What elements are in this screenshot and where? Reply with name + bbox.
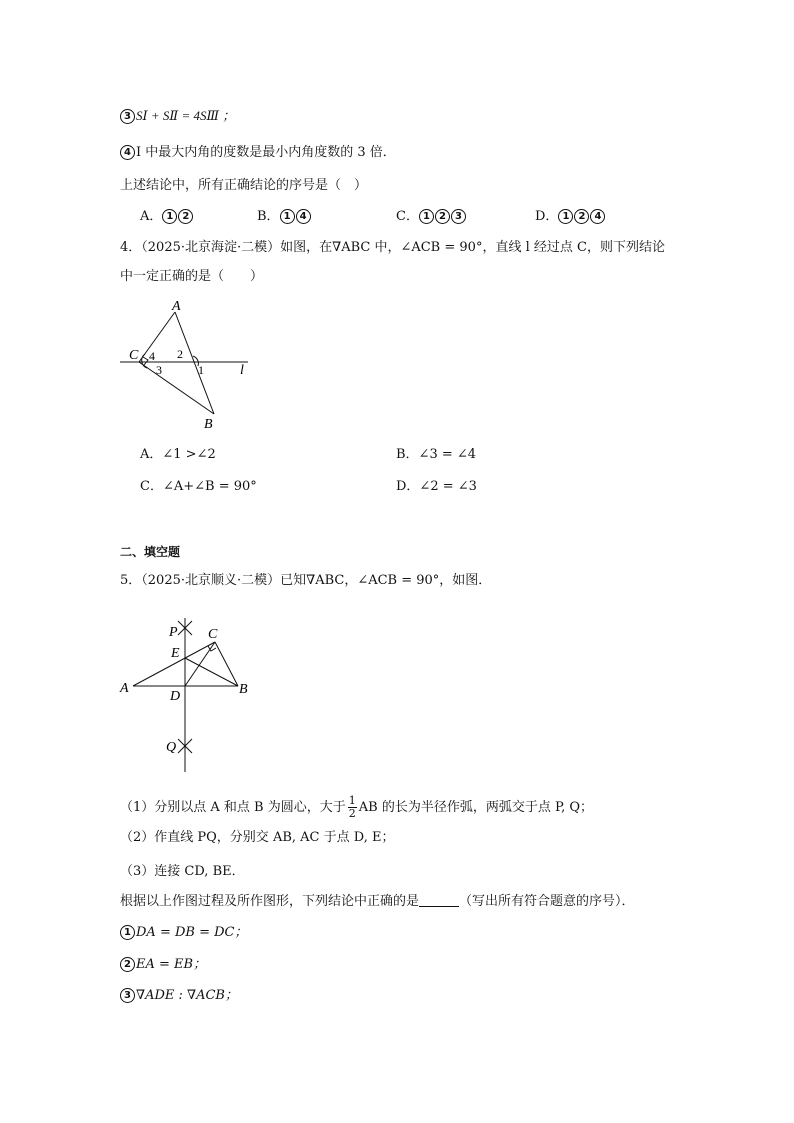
q3-option-b[interactable] — [257, 208, 312, 226]
circled-number: 3 — [120, 988, 135, 1003]
label-p: P — [169, 625, 178, 640]
q4-option-a[interactable]: A．∠1 >∠2 — [140, 447, 216, 462]
q4-figure — [118, 296, 258, 434]
q5-step-3: （3）连接 CD, BE． — [120, 864, 245, 879]
q4-option-d[interactable]: D．∠2 = ∠3 — [396, 479, 477, 494]
circled-number: 2 — [178, 209, 193, 224]
circled-number: 4 — [590, 209, 605, 224]
circled-number: 4 — [120, 145, 135, 160]
circled-number: 2 — [574, 209, 589, 224]
circled-number: 3 — [120, 109, 135, 124]
q5-item-3-text: ∇ADE : ∇ACB； — [136, 988, 238, 1003]
q3-item-4-text: Ⅰ 中最大内角的度数是最小内角度数的 3 倍． — [136, 145, 396, 160]
label-3: 3 — [156, 363, 162, 377]
q3-item-3-text: SⅠ + SⅡ = 4SⅢ ； — [136, 108, 236, 123]
section-heading: 二、填空题 — [120, 545, 181, 559]
circled-number: 3 — [451, 209, 466, 224]
option-label: A． — [140, 209, 163, 224]
q5-prompt-text-a: 根据以上作图过程及所作图形，下列结论中正确的是 — [120, 894, 420, 909]
q4-option-c[interactable]: C．∠A+∠B = 90° — [140, 479, 257, 494]
option-label: C． — [396, 209, 419, 224]
q5-prompt — [120, 893, 635, 911]
option-label: D． — [535, 209, 559, 224]
label-a: A — [120, 681, 129, 696]
q5-figure — [118, 616, 268, 776]
q5-step-1 — [120, 795, 593, 820]
option-label: B． — [257, 209, 280, 224]
label-c: C — [208, 627, 218, 642]
label-b: B — [239, 682, 248, 697]
fraction-numerator: 1 — [348, 794, 356, 807]
circled-number: 2 — [435, 209, 450, 224]
q5-step-2: （2）作直线 PQ，分别交 AB, AC 于点 D, E； — [120, 830, 395, 845]
fraction — [348, 795, 357, 820]
q5-stem: 5．（2025·北京顺义·二模）已知∇ABC，∠ACB = 90°，如图． — [120, 573, 492, 588]
label-e: E — [171, 646, 180, 661]
q3-item-3 — [120, 107, 235, 125]
q4-stem-line-2: 中一定正确的是（ ） — [120, 269, 264, 284]
q5-step-1-text-a: （1）分别以点 A 和点 B 为圆心，大于 — [120, 800, 346, 815]
label-b: B — [204, 417, 213, 432]
label-1: 1 — [198, 363, 204, 377]
q5-item-3 — [120, 987, 238, 1005]
answer-blank[interactable] — [419, 894, 459, 907]
circled-number: 2 — [120, 957, 135, 972]
label-l: l — [240, 363, 244, 378]
label-c: C — [129, 348, 139, 363]
circled-number: 1 — [280, 209, 295, 224]
q5-item-1 — [120, 924, 247, 942]
label-a: A — [172, 299, 181, 314]
fraction-denominator: 2 — [348, 807, 356, 820]
label-4: 4 — [149, 349, 155, 363]
circled-number: 1 — [419, 209, 434, 224]
q5-item-2 — [120, 956, 206, 974]
label-q: Q — [166, 740, 177, 755]
q4-stem-line-1: 4．（2025·北京海淀·二模）如图，在∇ABC 中，∠ACB = 90°，直线 l 经过点 C，则下列结论 — [120, 240, 665, 255]
label-2: 2 — [177, 347, 183, 361]
q3-option-d[interactable] — [535, 208, 606, 226]
q3-item-4 — [120, 144, 396, 162]
label-d: D — [170, 689, 181, 704]
q3-question: 上述结论中，所有正确结论的序号是（ ） — [120, 178, 368, 193]
q3-option-a[interactable] — [140, 208, 194, 226]
q5-item-1-text: DA = DB = DC； — [136, 925, 248, 940]
q5-prompt-text-b: （写出所有符合题意的序号）． — [459, 894, 635, 909]
circled-number: 1 — [120, 925, 135, 940]
circled-number: 4 — [296, 209, 311, 224]
q3-option-c[interactable] — [396, 208, 467, 226]
q5-step-1-text-b: AB 的长为半径作弧，两弧交于点 P, Q； — [358, 800, 593, 815]
circled-number: 1 — [162, 209, 177, 224]
q4-option-b[interactable]: B．∠3 = ∠4 — [396, 447, 477, 462]
circled-number: 1 — [558, 209, 573, 224]
q5-item-2-text: EA = EB； — [136, 957, 207, 972]
